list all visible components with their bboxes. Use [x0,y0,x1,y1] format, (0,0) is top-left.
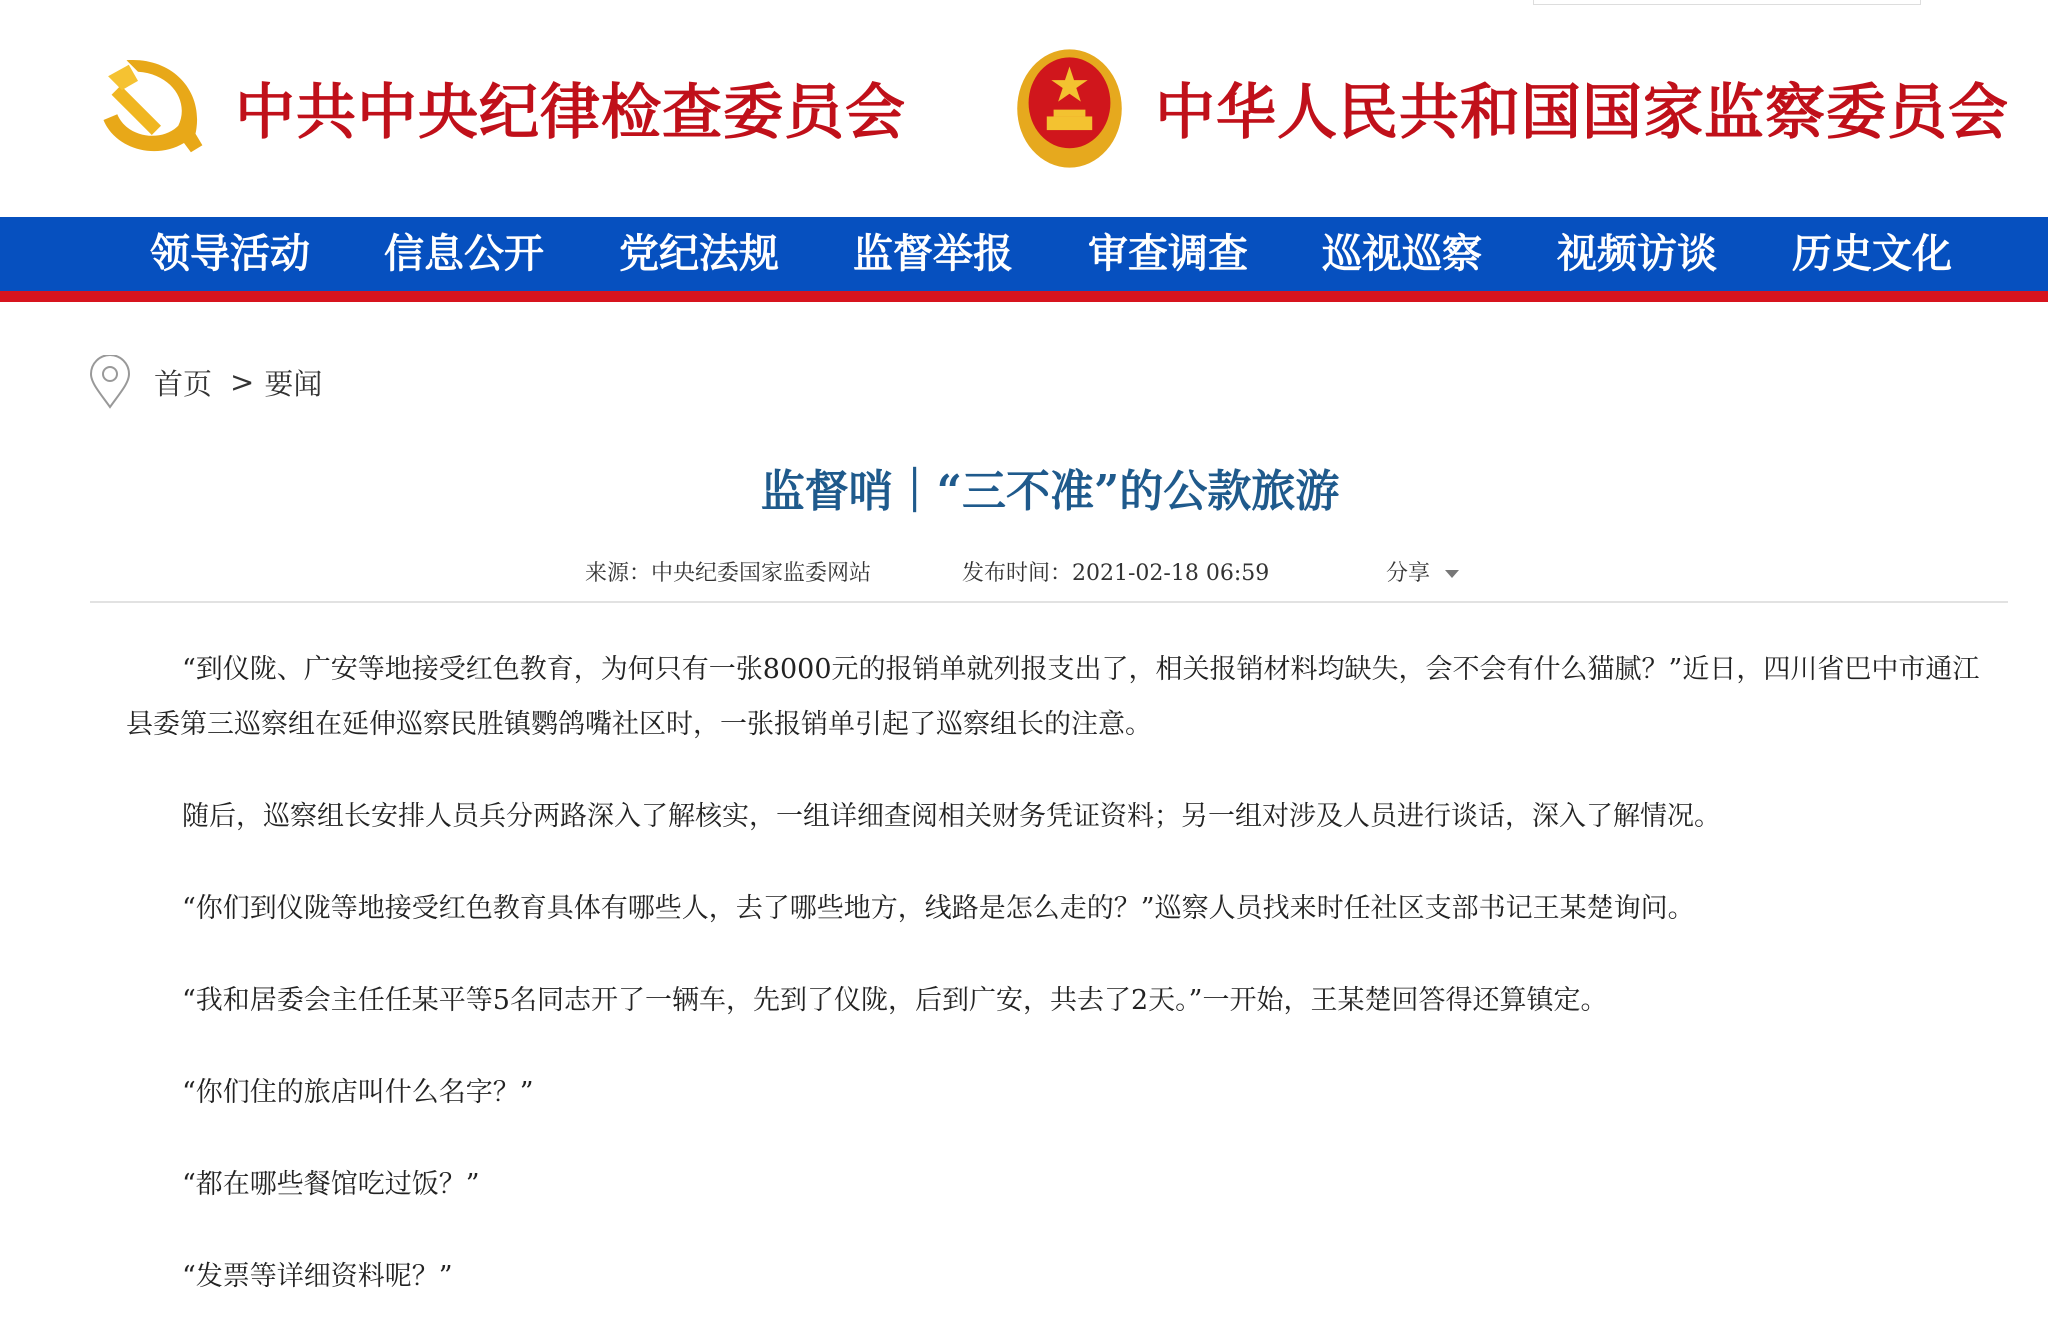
article-date: 发布时间：2021-02-18 06:59 [962,561,1270,586]
national-emblem-icon [1012,46,1127,171]
share-label: 分享 [1386,561,1431,586]
article-source: 来源：中央纪委国家监委网站 [585,561,872,586]
nav-item-leadership[interactable]: 领导活动 [150,230,310,277]
paragraph: “都在哪些餐馆吃过饭？” [182,1169,480,1200]
breadcrumb [88,355,322,409]
paragraph: “到仪陇、广安等地接受红色教育，为何只有一张8000元的报销单就列报支出了，相关报销材料均缺失，会不会有什么猫腻？”近日，四川省巴中市通江县委第三巡察组在延伸巡察民胜镇鹦鸽嘴社区时，一张报销单引起了巡察组长的注意。 [126,654,1980,740]
nav-item-disclosure[interactable]: 信息公开 [384,230,544,277]
nav-item-video[interactable]: 视频访谈 [1557,230,1717,277]
article-title: 监督哨｜“三不准”的公款旅游 [760,466,1340,517]
paragraph: “我和居委会主任任某平等5名同志开了一辆车，先到了仪陇，后到广安，共去了2天。”一开始，王某楚回答得还算镇定。 [182,985,1608,1016]
nav-item-history[interactable]: 历史文化 [1792,230,1952,277]
breadcrumb-current[interactable]: 要闻 [264,366,323,401]
share-button[interactable] [1386,556,1459,587]
nsc-logo[interactable] [1012,48,2009,168]
main-nav [0,217,2048,291]
paragraph: “你们住的旅店叫什么名字？” [182,1077,534,1108]
nav-item-inspection[interactable]: 巡视巡察 [1322,230,1482,277]
paragraph: “发票等详细资料呢？” [182,1261,453,1292]
article-body [126,642,1981,1341]
paragraph: “你们到仪陇等地接受红色教育具体有哪些人，去了哪些地方，线路是怎么走的？”巡察人员找来时任社区支部书记王某楚询问。 [182,893,1695,924]
location-pin-icon [88,355,132,409]
breadcrumb-home[interactable]: 首页 [154,366,213,401]
divider [90,601,2008,603]
nav-item-report[interactable]: 监督举报 [853,230,1013,277]
nav-item-investigation[interactable]: 审查调查 [1088,230,1248,277]
caret-down-icon [1445,570,1459,578]
nav-item-regulations[interactable]: 党纪法规 [619,230,779,277]
nav-underline [0,291,2048,302]
ccdi-title: 中共中央纪律检查委员会 [235,78,906,148]
ccdi-logo[interactable] [92,48,906,168]
nsc-title: 中华人民共和国国家监察委员会 [1155,78,2009,148]
party-emblem-icon [92,51,207,166]
search-box[interactable] [1533,0,1921,5]
paragraph: 随后，巡察组长安排人员兵分两路深入了解核实，一组详细查阅相关财务凭证资料；另一组对涉及人员进行谈话，深入了解情况。 [182,801,1721,832]
breadcrumb-separator: > [230,365,255,399]
